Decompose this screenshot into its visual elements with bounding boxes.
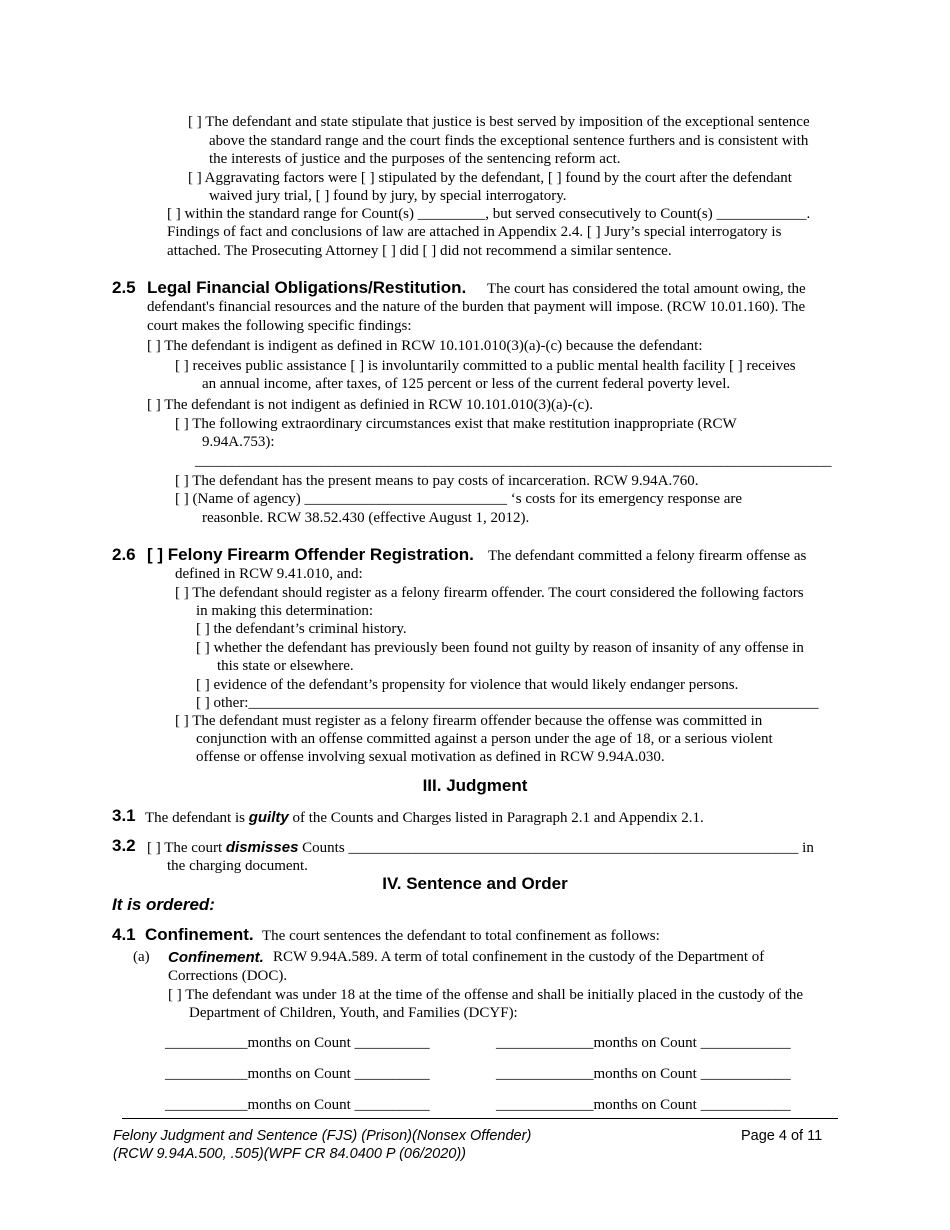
footer-form-title: Felony Judgment and Sentence (FJS) (Prison)(Nonsex Offender) <box>113 1128 532 1144</box>
must-register-line-1: [ ] The defendant must register as a felony firearm offender because the offense was committed in <box>175 713 763 729</box>
item-a-label: (a) <box>133 949 150 965</box>
extraordinary-line-1: [ ] The following extraordinary circumstances exist that make restitution inappropriate (RCW <box>175 416 737 432</box>
agency-costs-line-1: [ ] (Name of agency) ___________________________ ‘s costs for its emergency response are <box>175 491 743 507</box>
aggravating-line-2: waived jury trial, [ ] found by jury, by special interrogatory. <box>209 188 567 204</box>
guilty-emphasis: guilty <box>248 809 289 826</box>
section-4-1-title: Confinement. <box>145 925 254 944</box>
section-2-5-intro-2: defendant's financial resources and the nature of the burden that payment will impose. (RCW 10.01.160). The <box>147 299 806 315</box>
not-indigent-line: [ ] The defendant is not indigent as definied in RCW 10.101.010(3)(a)-(c). <box>147 397 593 413</box>
section-3-2-line-2: the charging document. <box>167 858 308 874</box>
within-range-line-3: attached. The Prosecuting Attorney [ ] did [ ] did not recommend a similar sentence. <box>167 243 672 259</box>
agency-costs-line-2: reasonble. RCW 38.52.430 (effective August 1, 2012). <box>202 510 530 526</box>
section-2-5-number: 2.5 <box>112 278 136 297</box>
insanity-line-2: this state or elsewhere. <box>217 658 354 674</box>
sentence-heading: IV. Sentence and Order <box>382 874 568 893</box>
footer-divider <box>122 1118 838 1119</box>
insanity-line-1: [ ] whether the defendant has previously been found not guilty by reason of insanity of any offense in <box>196 640 804 656</box>
extraordinary-line-2: 9.94A.753): <box>202 434 275 450</box>
indigent-checkbox-line: [ ] The defendant is indigent as defined in RCW 10.101.010(3)(a)-(c) because the defendant: <box>147 338 703 354</box>
under-18-line-1: [ ] The defendant was under 18 at the time of the offense and shall be initially placed in the custody of the <box>168 987 804 1003</box>
item-a-line-2: Corrections (DOC). <box>168 968 288 984</box>
item-a-title: Confinement. <box>168 949 264 966</box>
section-4-1-number: 4.1 <box>112 925 136 944</box>
section-2-5-intro-3: court makes the following specific findings: <box>147 318 412 334</box>
should-register-line-1: [ ] The defendant should register as a felony firearm offender. The court considered the following factors <box>175 585 804 601</box>
section-2-6-intro-1: The defendant committed a felony firearm offense as <box>488 548 807 564</box>
section-3-1-number: 3.1 <box>112 806 136 825</box>
section-2-5-title: Legal Financial Obligations/Restitution. <box>147 278 467 297</box>
section-3-2-text <box>147 838 814 858</box>
assistance-line-2: an annual income, after taxes, of 125 percent or less of the current federal poverty level. <box>202 376 731 392</box>
under-18-line-2: Department of Children, Youth, and Families (DCYF): <box>189 1005 518 1021</box>
section-3-2-pre: [ ] The court <box>147 840 223 856</box>
section-3-2-post: Counts ____________________________________________________________ in <box>302 840 814 856</box>
footer-form-citation: (RCW 9.94A.500, .505)(WPF CR 84.0400 P (06/2020)) <box>113 1146 466 1162</box>
extraordinary-blank-line: ______________________________________________________________________________________ <box>195 453 832 469</box>
months-count-left-1: ___________months on Count __________ <box>165 1035 430 1051</box>
item-a-line-1: RCW 9.94A.589. A term of total confinement in the custody of the Department of <box>273 949 765 965</box>
should-register-line-2: in making this determination: <box>196 603 374 619</box>
section-2-6-intro-2: defined in RCW 9.41.010, and: <box>175 566 363 582</box>
within-range-line-2: Findings of fact and conclusions of law are attached in Appendix 2.4. [ ] Jury’s special interrogatory is <box>167 224 782 240</box>
assistance-line-1: [ ] receives public assistance [ ] is involuntarily committed to a public mental health facility [ ] receives <box>175 358 796 374</box>
section-4-1-text: The court sentences the defendant to total confinement as follows: <box>262 928 660 944</box>
section-2-6-title: [ ] Felony Firearm Offender Registration. <box>147 545 474 564</box>
section-3-1-post: of the Counts and Charges listed in Paragraph 2.1 and Appendix 2.1. <box>292 810 704 826</box>
months-count-right-1: _____________months on Count ____________ <box>496 1035 791 1051</box>
months-count-left-3: ___________months on Count __________ <box>165 1097 430 1113</box>
within-range-line-1: [ ] within the standard range for Count(s) _________, but served consecutively to Count(s) ____________. <box>167 206 811 222</box>
must-register-line-3: offense or offense involving sexual motivation as defined in RCW 9.94A.030. <box>196 749 665 765</box>
aggravating-line-1: [ ] Aggravating factors were [ ] stipulated by the defendant, [ ] found by the court after the defendant <box>188 170 792 186</box>
page-number: Page 4 of 11 <box>741 1128 823 1144</box>
other-factor-line: [ ] other:____________________________________________________________________________ <box>196 695 819 711</box>
must-register-line-2: conjunction with an offense committed against a person under the age of 18, or a serious violent <box>196 731 773 747</box>
section-2-6-number: 2.6 <box>112 545 136 564</box>
section-3-1-pre: The defendant is <box>145 810 245 826</box>
judgment-heading: III. Judgment <box>422 776 528 795</box>
months-count-right-2: _____________months on Count ____________ <box>496 1066 791 1082</box>
months-count-left-2: ___________months on Count __________ <box>165 1066 430 1082</box>
section-3-1-text <box>145 808 704 828</box>
months-count-right-3: _____________months on Count ____________ <box>496 1097 791 1113</box>
stipulate-line-1: [ ] The defendant and state stipulate that justice is best served by imposition of the exceptional sentence <box>188 114 810 130</box>
present-means-line: [ ] The defendant has the present means to pay costs of incarceration. RCW 9.94A.760. <box>175 473 699 489</box>
dismisses-emphasis: dismisses <box>225 839 299 856</box>
section-2-5-intro-1: The court has considered the total amount owing, the <box>487 281 806 297</box>
criminal-history-line: [ ] the defendant’s criminal history. <box>196 621 407 637</box>
it-is-ordered: It is ordered: <box>112 895 215 914</box>
stipulate-line-2: above the standard range and the court finds the exceptional sentence furthers and is consistent with <box>209 133 809 149</box>
section-3-2-number: 3.2 <box>112 836 136 855</box>
propensity-line: [ ] evidence of the defendant’s propensity for violence that would likely endanger persons. <box>196 677 739 693</box>
stipulate-line-3: the interests of justice and the purposes of the sentencing reform act. <box>209 151 621 167</box>
